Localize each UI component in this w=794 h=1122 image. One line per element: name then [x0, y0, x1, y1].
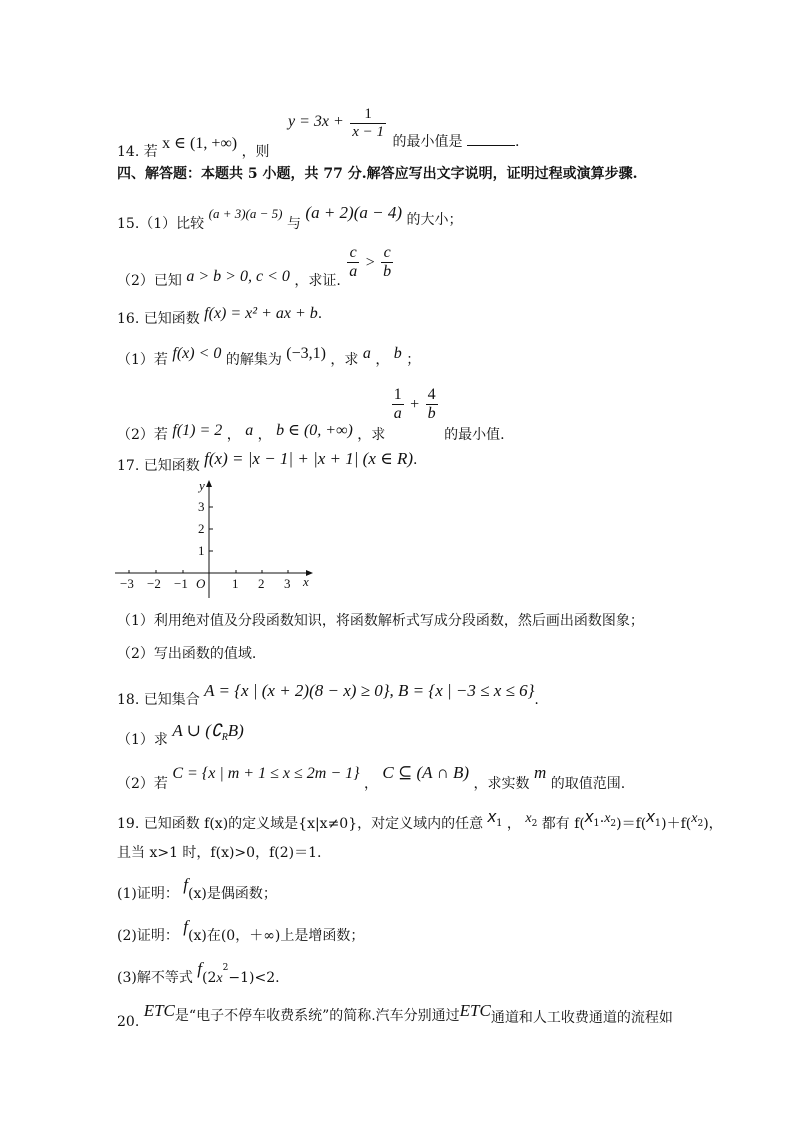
q16-end: ； — [406, 352, 421, 368]
q19-r2-sub: 2 — [697, 818, 704, 829]
q19-comma: ， — [506, 816, 521, 832]
q19-p1-f: f — [183, 875, 189, 894]
q18-p1-prefix: （1）求 — [117, 732, 168, 748]
q19-prod-x2-sub: 2 — [610, 818, 617, 829]
q16-fraction-1-over-a — [392, 386, 404, 424]
q16-fr2-numerator: 4 — [426, 386, 438, 405]
question-16-part-1 — [117, 345, 421, 368]
q14-tail: 的最小值是 — [392, 133, 463, 150]
q17-coordinate-graph — [110, 476, 325, 606]
q18-find: ，求实数 — [473, 776, 530, 792]
q16-find-2: ，求 — [357, 426, 386, 443]
q16-tail: 的最小值. — [444, 426, 505, 443]
q15-prove: ，求证. — [294, 272, 341, 289]
q19-p1-prefix: (1)证明： — [117, 886, 179, 902]
y-tick-label: 3 — [198, 499, 205, 514]
q16-sep: ， — [375, 352, 390, 368]
q20-text-1: 是“电子不停车收费系统”的简称.汽车分别通过 — [174, 1008, 460, 1024]
q14-fraction-denominator: x − 1 — [352, 124, 385, 141]
question-18-part-2 — [117, 763, 626, 792]
x-tick-label: 1 — [232, 576, 239, 591]
x-tick-label: −3 — [120, 576, 134, 591]
q14-fraction — [350, 106, 386, 142]
q15-f1-numerator: c — [347, 244, 359, 263]
q15-condition: a > b > 0, c < 0 — [186, 267, 290, 285]
q18-m: m — [533, 763, 547, 782]
q19-eq: )＝f( — [616, 816, 647, 832]
q17-function: f(x) = |x − 1| + |x + 1| (x ∈ R) — [204, 449, 414, 468]
question-16-part-2 — [117, 386, 505, 443]
question-16 — [117, 305, 323, 327]
question-15-part-2 — [117, 244, 395, 289]
y-tick-label: 2 — [198, 521, 205, 536]
q16-dot: . — [317, 306, 323, 322]
q20-text-2: 通道和人工收费通道的流程如 — [490, 1010, 673, 1026]
q18-sep: ， — [363, 776, 378, 792]
q20-etc-1: ETC — [143, 1001, 175, 1020]
q19-prod-x1-sub: 1 — [593, 817, 600, 829]
y-axis-arrow-icon — [206, 480, 212, 487]
q15-fraction-c-over-b — [381, 244, 393, 282]
q14-then: ，则 — [241, 143, 270, 160]
q19-close: )， — [703, 816, 723, 832]
question-19-part-3 — [117, 959, 280, 986]
q16-function: f(x) = x² + ax + b — [204, 305, 318, 322]
q15-tail: 的大小； — [406, 212, 463, 228]
q16-f1: f(1) = 2 — [172, 421, 223, 439]
q19-x1: x — [487, 807, 497, 826]
y-tick-label: 1 — [198, 543, 205, 558]
q16-fr2-denominator: b — [427, 405, 436, 423]
q16-b-domain: b ∈ (0, +∞) — [276, 421, 353, 439]
q18-tail: 的取值范围. — [550, 776, 626, 792]
q18-number: 18. 已知集合 — [117, 692, 200, 708]
q18-p1-subscript: R — [221, 731, 228, 743]
x-tick-label: 2 — [258, 576, 265, 591]
q18-set-c: C = {x | m + 1 ≤ x ≤ 2m − 1} — [172, 765, 360, 782]
q18-subset: C ⊆ (A ∩ B) — [382, 763, 470, 782]
q19-p2-prefix: (2)证明： — [117, 928, 179, 944]
q15-f2-numerator: c — [381, 244, 393, 263]
x-tick-label: 3 — [284, 576, 291, 591]
q16-interval: (−3,1) — [286, 345, 326, 362]
q18-sets: A = {x | (x + 2)(8 − x) ≥ 0}, B = {x | −3 ≤ x ≤ 6} — [204, 681, 535, 700]
section-4-heading: 四、解答题：本题共 5 小题，共 77 分.解答应写出文字说明，证明过程或演算步骤. — [117, 166, 638, 182]
q19-dou: 都有 f( — [541, 816, 585, 832]
q19-p2-f: f — [183, 917, 189, 936]
q14-end-dot: . — [514, 133, 520, 150]
q19-x1-sub: 1 — [496, 817, 503, 829]
x-tick-label: −2 — [147, 576, 161, 591]
q15-with: 与 — [286, 216, 301, 232]
q14-number: 14. 若 — [117, 143, 158, 160]
q15-fraction-c-over-a — [347, 244, 359, 282]
q16-fr1-numerator: 1 — [392, 386, 404, 405]
question-18-part-1 — [117, 721, 244, 748]
x-axis-label: x — [303, 574, 309, 589]
q19-p3-open: (2 — [202, 970, 217, 986]
q19-p3-sup: 2 — [222, 963, 229, 974]
q16-b: b — [393, 345, 402, 362]
q19-prod-dot: . — [599, 810, 605, 826]
q18-p2-prefix: （2）若 — [117, 776, 168, 792]
question-14 — [117, 106, 520, 160]
q19-p3-tail: −1)<2. — [228, 970, 280, 986]
q15-number: 15.（1）比较 — [117, 216, 205, 232]
q16-number: 16. 已知函数 — [117, 311, 200, 327]
q19-number: 19. 已知函数 f(x)的定义域是{x|x≠0}，对定义域内的任意 — [117, 816, 484, 832]
q19-prod-x2: x — [604, 811, 611, 826]
q15-part2-prefix: （2）已知 — [117, 272, 182, 289]
q16-p2-prefix: （2）若 — [117, 426, 168, 443]
x-tick-label: −1 — [174, 576, 188, 591]
q19-prod-x1: x — [584, 807, 594, 826]
q17-dot: . — [413, 452, 418, 468]
q14-y-expression: y = 3x + — [288, 112, 344, 130]
q19-p3-x: x — [216, 971, 223, 986]
q18-p1-expression-end: B) — [227, 721, 244, 740]
q15-f2-denominator: b — [383, 263, 392, 281]
q19-p2-tail: (x)在(0，＋∞)上是增函数； — [188, 928, 365, 944]
y-axis-label: y — [199, 478, 205, 493]
q16-fraction-4-over-b — [426, 386, 438, 424]
question-19-part-1 — [117, 875, 277, 902]
q14-condition: x ∈ (1, +∞) — [162, 134, 238, 152]
question-15-part-1 — [117, 203, 463, 232]
q16-inequality: f(x) < 0 — [172, 345, 222, 362]
q19-plus: )＋f( — [661, 816, 692, 832]
q18-dot: . — [534, 692, 539, 708]
q16-plus: + — [410, 395, 420, 413]
q19-x2: x — [525, 811, 532, 826]
q17-number: 17. 已知函数 — [117, 458, 200, 474]
q16-a: a — [362, 345, 371, 362]
question-19 — [117, 807, 723, 832]
q16-a2: a — [245, 421, 254, 439]
q16-fr1-denominator: a — [393, 405, 402, 423]
q16-p1-prefix: （1）若 — [117, 352, 168, 368]
q19-r2: x — [691, 811, 698, 826]
q15-greater: > — [365, 253, 375, 271]
q14-answer-blank — [467, 133, 515, 146]
q16-solution-set: 的解集为 — [225, 352, 282, 368]
question-20 — [117, 1001, 673, 1030]
q15-expression-1: (a + 3)(a − 5) — [208, 206, 283, 221]
q19-x2-sub: 2 — [531, 818, 538, 829]
q19-p3-f: f — [197, 959, 203, 978]
question-17 — [117, 449, 418, 474]
q16-find: ，求 — [330, 352, 359, 368]
origin-label: O — [196, 576, 206, 591]
question-17-part-2: （2）写出函数的值域. — [117, 646, 257, 662]
q19-r1: x — [646, 807, 655, 826]
q20-number: 20. — [117, 1014, 140, 1030]
q15-expression-2: (a + 2)(a − 4) — [305, 203, 402, 222]
q19-p3-prefix: (3)解不等式 — [117, 970, 193, 986]
q19-p1-tail: (x)是偶函数； — [188, 886, 277, 902]
q19-r1-sub: 1 — [654, 817, 662, 829]
question-19-part-2 — [117, 917, 365, 944]
question-19-line-2: 且当 x>1 时，f(x)>0，f(2)＝1. — [117, 845, 322, 861]
q16-comma: ， — [226, 426, 241, 443]
question-18 — [117, 681, 539, 708]
q20-etc-2: ETC — [459, 1001, 491, 1020]
question-17-part-1: （1）利用绝对值及分段函数知识，将函数解析式写成分段函数，然后画出函数图象； — [117, 613, 644, 629]
q16-comma-2: ， — [257, 426, 272, 443]
q18-p1-expression: A ∪ (∁ — [172, 721, 222, 740]
q15-f1-denominator: a — [349, 263, 358, 281]
q14-fraction-numerator: 1 — [350, 106, 386, 124]
